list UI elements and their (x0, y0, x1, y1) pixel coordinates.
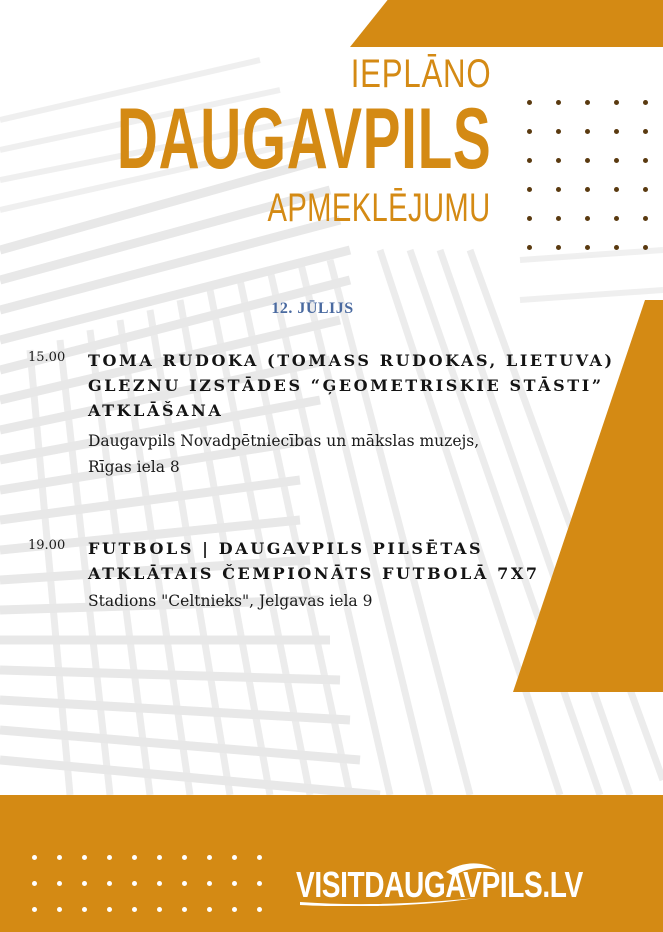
dot-grid-bottom (32, 855, 262, 912)
title-line-ieplano: IEPLĀNO (350, 52, 491, 96)
event-venue (88, 428, 608, 480)
visitdaugavpils-logo[interactable] (296, 862, 586, 905)
event-title-line: GLEZNU IZSTĀDES “ĢEOMETRISKIE STĀSTI” (88, 376, 604, 395)
event-date: 12. JŪLIJS (271, 300, 354, 317)
event-title-line: FUTBOLS | DAUGAVPILS PILSĒTAS (88, 539, 484, 558)
title-line-daugavpils: DAUGAVPILS (116, 91, 491, 187)
dot-grid-top (527, 100, 648, 250)
event-title-line: ATKLĀTAIS ČEMPIONĀTS FUTBOLĀ 7X7 (88, 564, 540, 583)
event-venue (88, 588, 608, 614)
logo-text: VISITDAUGAVPILS.LV (296, 864, 583, 905)
event-title-line: ATKLĀŠANA (88, 401, 224, 420)
event-venue-line: Daugavpils Novadpētniecības un mākslas muzejs, (88, 432, 480, 450)
title-line-apmeklejumu: APMEKLĒJUMU (267, 186, 491, 230)
event-title (88, 536, 618, 586)
orange-banner-top (350, 0, 663, 47)
event-title (88, 348, 618, 423)
event-time: 19.00 (28, 538, 66, 553)
event-title-line: TOMA RUDOKA (TOMASS RUDOKAS, LIETUVA) (88, 351, 615, 370)
event-venue-line: Stadions "Celtnieks", Jelgavas iela 9 (88, 592, 373, 610)
event-time: 15.00 (28, 350, 66, 365)
event-venue-line: Rīgas iela 8 (88, 458, 180, 476)
